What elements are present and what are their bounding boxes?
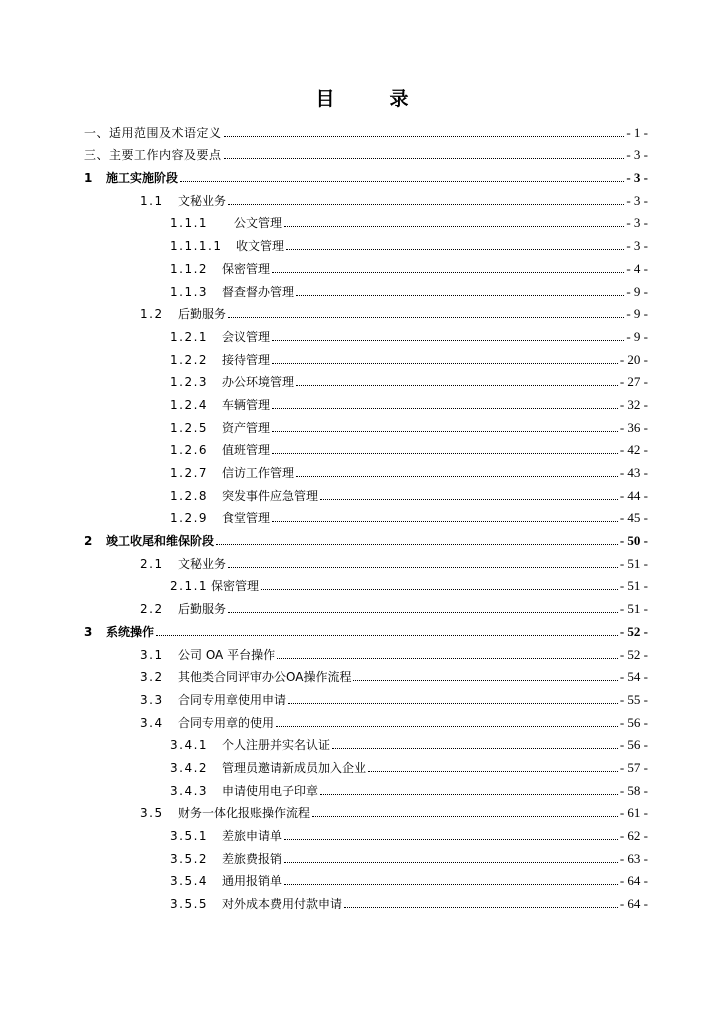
toc-entry[interactable] — [0, 888, 724, 911]
toc-dot-leader — [320, 793, 618, 795]
toc-entry[interactable] — [0, 367, 724, 390]
toc-entry-number: 1.2.8 — [170, 488, 209, 503]
toc-entry-lead — [84, 171, 626, 185]
toc-entry-number: 3 — [84, 624, 93, 639]
toc-dot-leader — [156, 634, 618, 636]
toc-entry-number: 3.2 — [140, 670, 164, 685]
toc-entry-number: 3.5.5 — [170, 897, 209, 912]
toc-entry-lead — [140, 194, 626, 208]
toc-entry-lead — [170, 829, 620, 843]
toc-entry-title: 三、主要工作内容及要点 — [84, 148, 222, 163]
toc-entry-title: 后勤服务 — [178, 307, 227, 322]
toc-entry-title: 差旅申请单 — [222, 829, 283, 843]
toc-entry-lead — [170, 421, 620, 435]
toc-entry-title: 文秘业务 — [178, 193, 227, 208]
toc-entry-number: 3.4.2 — [170, 760, 209, 775]
toc-entry-title: 系统操作 — [106, 624, 155, 639]
toc-entry-number: 3.5 — [140, 806, 164, 821]
toc-entry-number: 1 — [84, 171, 93, 186]
toc-entry-number: 2.1 — [140, 556, 164, 571]
toc-entry-title: 食堂管理 — [222, 511, 271, 526]
toc-entry-lead — [170, 761, 620, 775]
toc-entry[interactable] — [0, 866, 724, 889]
toc-entry-lead — [140, 307, 626, 321]
toc-entry-number: 2.2 — [140, 602, 164, 617]
toc-entry[interactable] — [0, 276, 724, 299]
toc-dot-leader — [368, 770, 618, 772]
toc-entry-page-number: - 27 - — [619, 374, 648, 390]
toc-dot-leader — [284, 861, 618, 863]
toc-dot-leader — [228, 611, 618, 613]
toc-entry-title: 竣工收尾和维保阶段 — [106, 534, 215, 549]
toc-entry-page-number: - 9 - — [626, 283, 648, 299]
toc-entry[interactable] — [0, 752, 724, 775]
toc-entry-lead — [140, 557, 620, 571]
toc-entry-number: 3.4 — [140, 715, 164, 730]
toc-dot-leader — [353, 679, 617, 681]
toc-entry-title: 收文管理 — [236, 239, 285, 254]
toc-entry-lead — [84, 534, 620, 548]
toc-entry[interactable] — [0, 140, 724, 163]
toc-entry[interactable] — [0, 662, 724, 685]
toc-entry-number: 3.5.1 — [170, 829, 209, 843]
toc-entry-page-number: - 52 - — [619, 646, 648, 662]
toc-entry-number: 3.5.4 — [170, 874, 209, 889]
toc-entry[interactable] — [0, 185, 724, 208]
toc-entry-page-number: - 9 - — [626, 328, 648, 344]
toc-entry-title: 接待管理 — [222, 352, 271, 367]
toc-entry[interactable] — [0, 389, 724, 412]
toc-entry-number: 1.1.1.1 — [170, 239, 223, 254]
toc-dot-leader — [272, 452, 618, 454]
toc-entry-title: 值班管理 — [222, 443, 271, 458]
toc-entry-page-number: - 55 - — [619, 691, 648, 707]
toc-dot-leader — [344, 906, 618, 908]
toc-entry-page-number: - 9 - — [626, 306, 648, 322]
toc-dot-leader — [180, 180, 624, 182]
toc-dot-leader — [228, 566, 618, 568]
toc-entry-title: 合同专用章使用申请 — [178, 692, 287, 707]
toc-entry-page-number: - 54 - — [619, 669, 648, 685]
toc-dot-leader — [284, 225, 624, 227]
toc-entry[interactable] — [0, 480, 724, 503]
toc-entry-page-number: - 43 - — [619, 465, 648, 480]
toc-entry-number: 1.2.4 — [170, 397, 209, 412]
toc-entry-title: 资产管理 — [222, 420, 271, 435]
toc-entry-number: 3.5.2 — [170, 851, 209, 866]
toc-entry-title: 财务一体化报账操作流程 — [178, 806, 311, 821]
toc-entry-page-number: - 3 - — [626, 215, 648, 231]
toc-entry[interactable] — [0, 525, 724, 548]
toc-entry-page-number: - 44 - — [619, 487, 648, 503]
toc-entry-number: 3.4.1 — [170, 738, 209, 753]
toc-entry-title: 施工实施阶段 — [106, 171, 179, 186]
toc-entry-page-number: - 62 - — [619, 828, 648, 843]
toc-entry[interactable] — [0, 299, 724, 322]
toc-entry-page-number: - 52 - — [619, 623, 648, 639]
toc-entry[interactable] — [0, 820, 724, 843]
toc-entry-number: 1.1 — [140, 193, 164, 208]
toc-entry[interactable] — [0, 571, 724, 594]
toc-entry-lead — [84, 126, 626, 140]
toc-entry-number: 1.1.1 — [170, 216, 209, 231]
toc-entry[interactable] — [0, 435, 724, 458]
toc-entry[interactable] — [0, 548, 724, 571]
toc-entry-lead — [140, 806, 620, 820]
toc-dot-leader — [296, 475, 618, 477]
toc-entry-lead — [170, 489, 620, 503]
toc-entry-page-number: - 64 - — [619, 873, 648, 889]
toc-entry-title: 通用报销单 — [222, 874, 283, 889]
toc-entry-page-number: - 3 - — [626, 192, 648, 208]
toc-entry[interactable] — [0, 503, 724, 526]
toc-entry-lead — [84, 148, 626, 162]
toc-entry-number: 1.2.6 — [170, 443, 209, 458]
toc-entry[interactable] — [0, 730, 724, 753]
toc-entry[interactable] — [0, 843, 724, 866]
toc-entry-page-number: - 42 - — [619, 442, 648, 458]
toc-entry-page-number: - 64 - — [619, 896, 648, 912]
toc-dot-leader — [276, 725, 618, 727]
toc-entry-number: 1.2.2 — [170, 352, 209, 367]
toc-entry-page-number: - 51 - — [619, 578, 648, 594]
toc-entry-number: 3.4.3 — [170, 783, 209, 798]
toc-entry-lead — [170, 262, 626, 276]
toc-entry-number: 2.1.1 — [170, 579, 209, 594]
toc-entry-lead — [140, 648, 620, 662]
toc-entry-title: 管理员邀请新成员加入企业 — [222, 760, 367, 775]
toc-entry-title: 保密管理 — [222, 261, 271, 276]
toc-dot-leader — [286, 248, 624, 250]
toc-entry-page-number: - 57 - — [619, 759, 648, 775]
toc-entry-lead — [170, 353, 620, 367]
toc-entry-number: 2 — [84, 534, 93, 549]
toc-entry-title: 车辆管理 — [222, 397, 271, 412]
toc-dot-leader — [261, 588, 618, 590]
toc-entry-number: 1.2.1 — [170, 329, 209, 344]
toc-entry-page-number: - 61 - — [619, 805, 648, 821]
toc-entry-lead — [170, 285, 626, 299]
toc-entry-lead — [140, 693, 620, 707]
toc-entry-title: 对外成本费用付款申请 — [222, 897, 343, 912]
toc-dot-leader — [224, 157, 625, 159]
toc-entry[interactable] — [0, 457, 724, 480]
toc-dot-leader — [272, 520, 618, 522]
toc-entry-lead — [170, 579, 620, 593]
toc-dot-leader — [228, 316, 624, 318]
toc-entry-lead — [170, 443, 620, 457]
toc-entry[interactable] — [0, 707, 724, 730]
toc-entry-lead — [170, 511, 620, 525]
toc-dot-leader — [284, 838, 618, 840]
toc-entry-lead — [140, 670, 620, 684]
toc-entry[interactable] — [0, 344, 724, 367]
toc-entry-number: 1.2.9 — [170, 511, 209, 526]
toc-dot-leader — [277, 657, 618, 659]
toc-entry-title: 办公环境管理 — [222, 375, 295, 390]
toc-entry-title: 会议管理 — [222, 329, 271, 344]
toc-entry-page-number: - 63 - — [619, 850, 648, 866]
toc-entry[interactable] — [0, 117, 724, 140]
toc-entry-title: 突发事件应急管理 — [222, 488, 319, 503]
toc-entry-number: 1.1.3 — [170, 284, 209, 299]
toc-entry-number: 1.2.7 — [170, 466, 209, 480]
toc-entry-lead — [170, 398, 620, 412]
toc-entry-title: 信访工作管理 — [222, 466, 295, 480]
toc-entry[interactable] — [0, 208, 724, 231]
toc-entry-lead — [140, 602, 620, 616]
toc-dot-leader — [284, 883, 618, 885]
toc-entry[interactable] — [0, 639, 724, 662]
toc-dot-leader — [296, 384, 618, 386]
toc-entry-title: 其他类合同评审办公OA操作流程 — [178, 670, 352, 685]
toc-entry[interactable] — [0, 593, 724, 616]
toc-entry-title: 合同专用章的使用 — [178, 715, 275, 730]
toc-entry[interactable] — [0, 798, 724, 821]
toc-entry-title: 差旅费报销 — [222, 851, 283, 866]
toc-entry-title: 公文管理 — [222, 216, 283, 231]
toc-entry-page-number: - 4 - — [626, 260, 648, 276]
toc-dot-leader — [288, 702, 618, 704]
toc-entry-lead — [170, 466, 620, 480]
toc-dot-leader — [228, 203, 624, 205]
toc-entry[interactable] — [0, 230, 724, 253]
toc-dot-leader — [224, 135, 625, 137]
toc-dot-leader — [216, 543, 618, 545]
toc-entry[interactable] — [0, 775, 724, 798]
toc-entry-title: 保密管理 — [211, 579, 260, 594]
toc-entry-page-number: - 45 - — [619, 510, 648, 526]
toc-dot-leader — [272, 362, 618, 364]
toc-entry-page-number: - 36 - — [619, 419, 648, 435]
toc-dot-leader — [296, 294, 624, 296]
toc-entry-page-number: - 3 - — [626, 170, 648, 186]
toc-entry-title: 文秘业务 — [178, 556, 227, 571]
toc-entry-title: 公司 OA 平台操作 — [178, 647, 276, 662]
toc-entry-page-number: - 20 - — [619, 351, 648, 367]
toc-entry-title: 个人注册并实名认证 — [222, 738, 331, 753]
toc-entry-title: 督查督办管理 — [222, 284, 295, 299]
toc-dot-leader — [332, 747, 618, 749]
toc-dot-leader — [272, 271, 624, 273]
toc-entry-page-number: - 51 - — [619, 601, 648, 617]
toc-entry-page-number: - 56 - — [619, 737, 648, 753]
toc-entry-lead — [170, 375, 620, 389]
toc-entry-lead — [170, 330, 626, 344]
toc-entry-page-number: - 50 - — [619, 533, 648, 549]
toc-title: 目 录 — [315, 88, 427, 110]
toc-entry-number: 1.2.3 — [170, 375, 209, 390]
toc-entry-lead — [140, 716, 620, 730]
toc-entry[interactable] — [0, 412, 724, 435]
toc-dot-leader — [272, 407, 618, 409]
toc-entry-page-number: - 32 - — [619, 396, 648, 412]
toc-entry-lead — [84, 625, 620, 639]
toc-entry-lead — [170, 874, 620, 888]
toc-entry[interactable] — [0, 253, 724, 276]
toc-entry-page-number: - 3 - — [626, 238, 648, 254]
toc-entry-number: 1.2.5 — [170, 420, 209, 435]
toc-dot-leader — [320, 498, 618, 500]
toc-entry-lead — [170, 239, 626, 253]
toc-entry[interactable] — [0, 684, 724, 707]
toc-entry-lead — [170, 852, 620, 866]
toc-entry-number: 3.1 — [140, 647, 164, 662]
toc-entry-page-number: - 3 - — [626, 147, 648, 163]
toc-entry-page-number: - 51 - — [619, 555, 648, 571]
toc-entry-page-number: - 58 - — [619, 782, 648, 798]
toc-entry[interactable] — [0, 321, 724, 344]
toc-entry-number: 1.2 — [140, 307, 164, 322]
toc-entry-page-number: - 1 - — [626, 124, 648, 140]
toc-entry-number: 1.1.2 — [170, 261, 209, 276]
toc-entry-page-number: - 56 - — [619, 714, 648, 730]
toc-list — [0, 117, 724, 911]
toc-entry-lead — [170, 738, 620, 752]
toc-entry[interactable] — [0, 162, 724, 185]
toc-entry-title: 一、适用范围及术语定义 — [84, 125, 222, 140]
toc-entry-lead — [170, 784, 620, 798]
toc-dot-leader — [272, 430, 618, 432]
toc-entry-title: 后勤服务 — [178, 602, 227, 617]
toc-dot-leader — [312, 815, 618, 817]
toc-entry-title: 申请使用电子印章 — [222, 783, 319, 798]
toc-entry-lead — [170, 216, 626, 230]
toc-entry-lead — [170, 897, 620, 911]
toc-entry[interactable] — [0, 616, 724, 639]
toc-dot-leader — [272, 339, 624, 341]
toc-entry-number: 3.3 — [140, 692, 164, 707]
